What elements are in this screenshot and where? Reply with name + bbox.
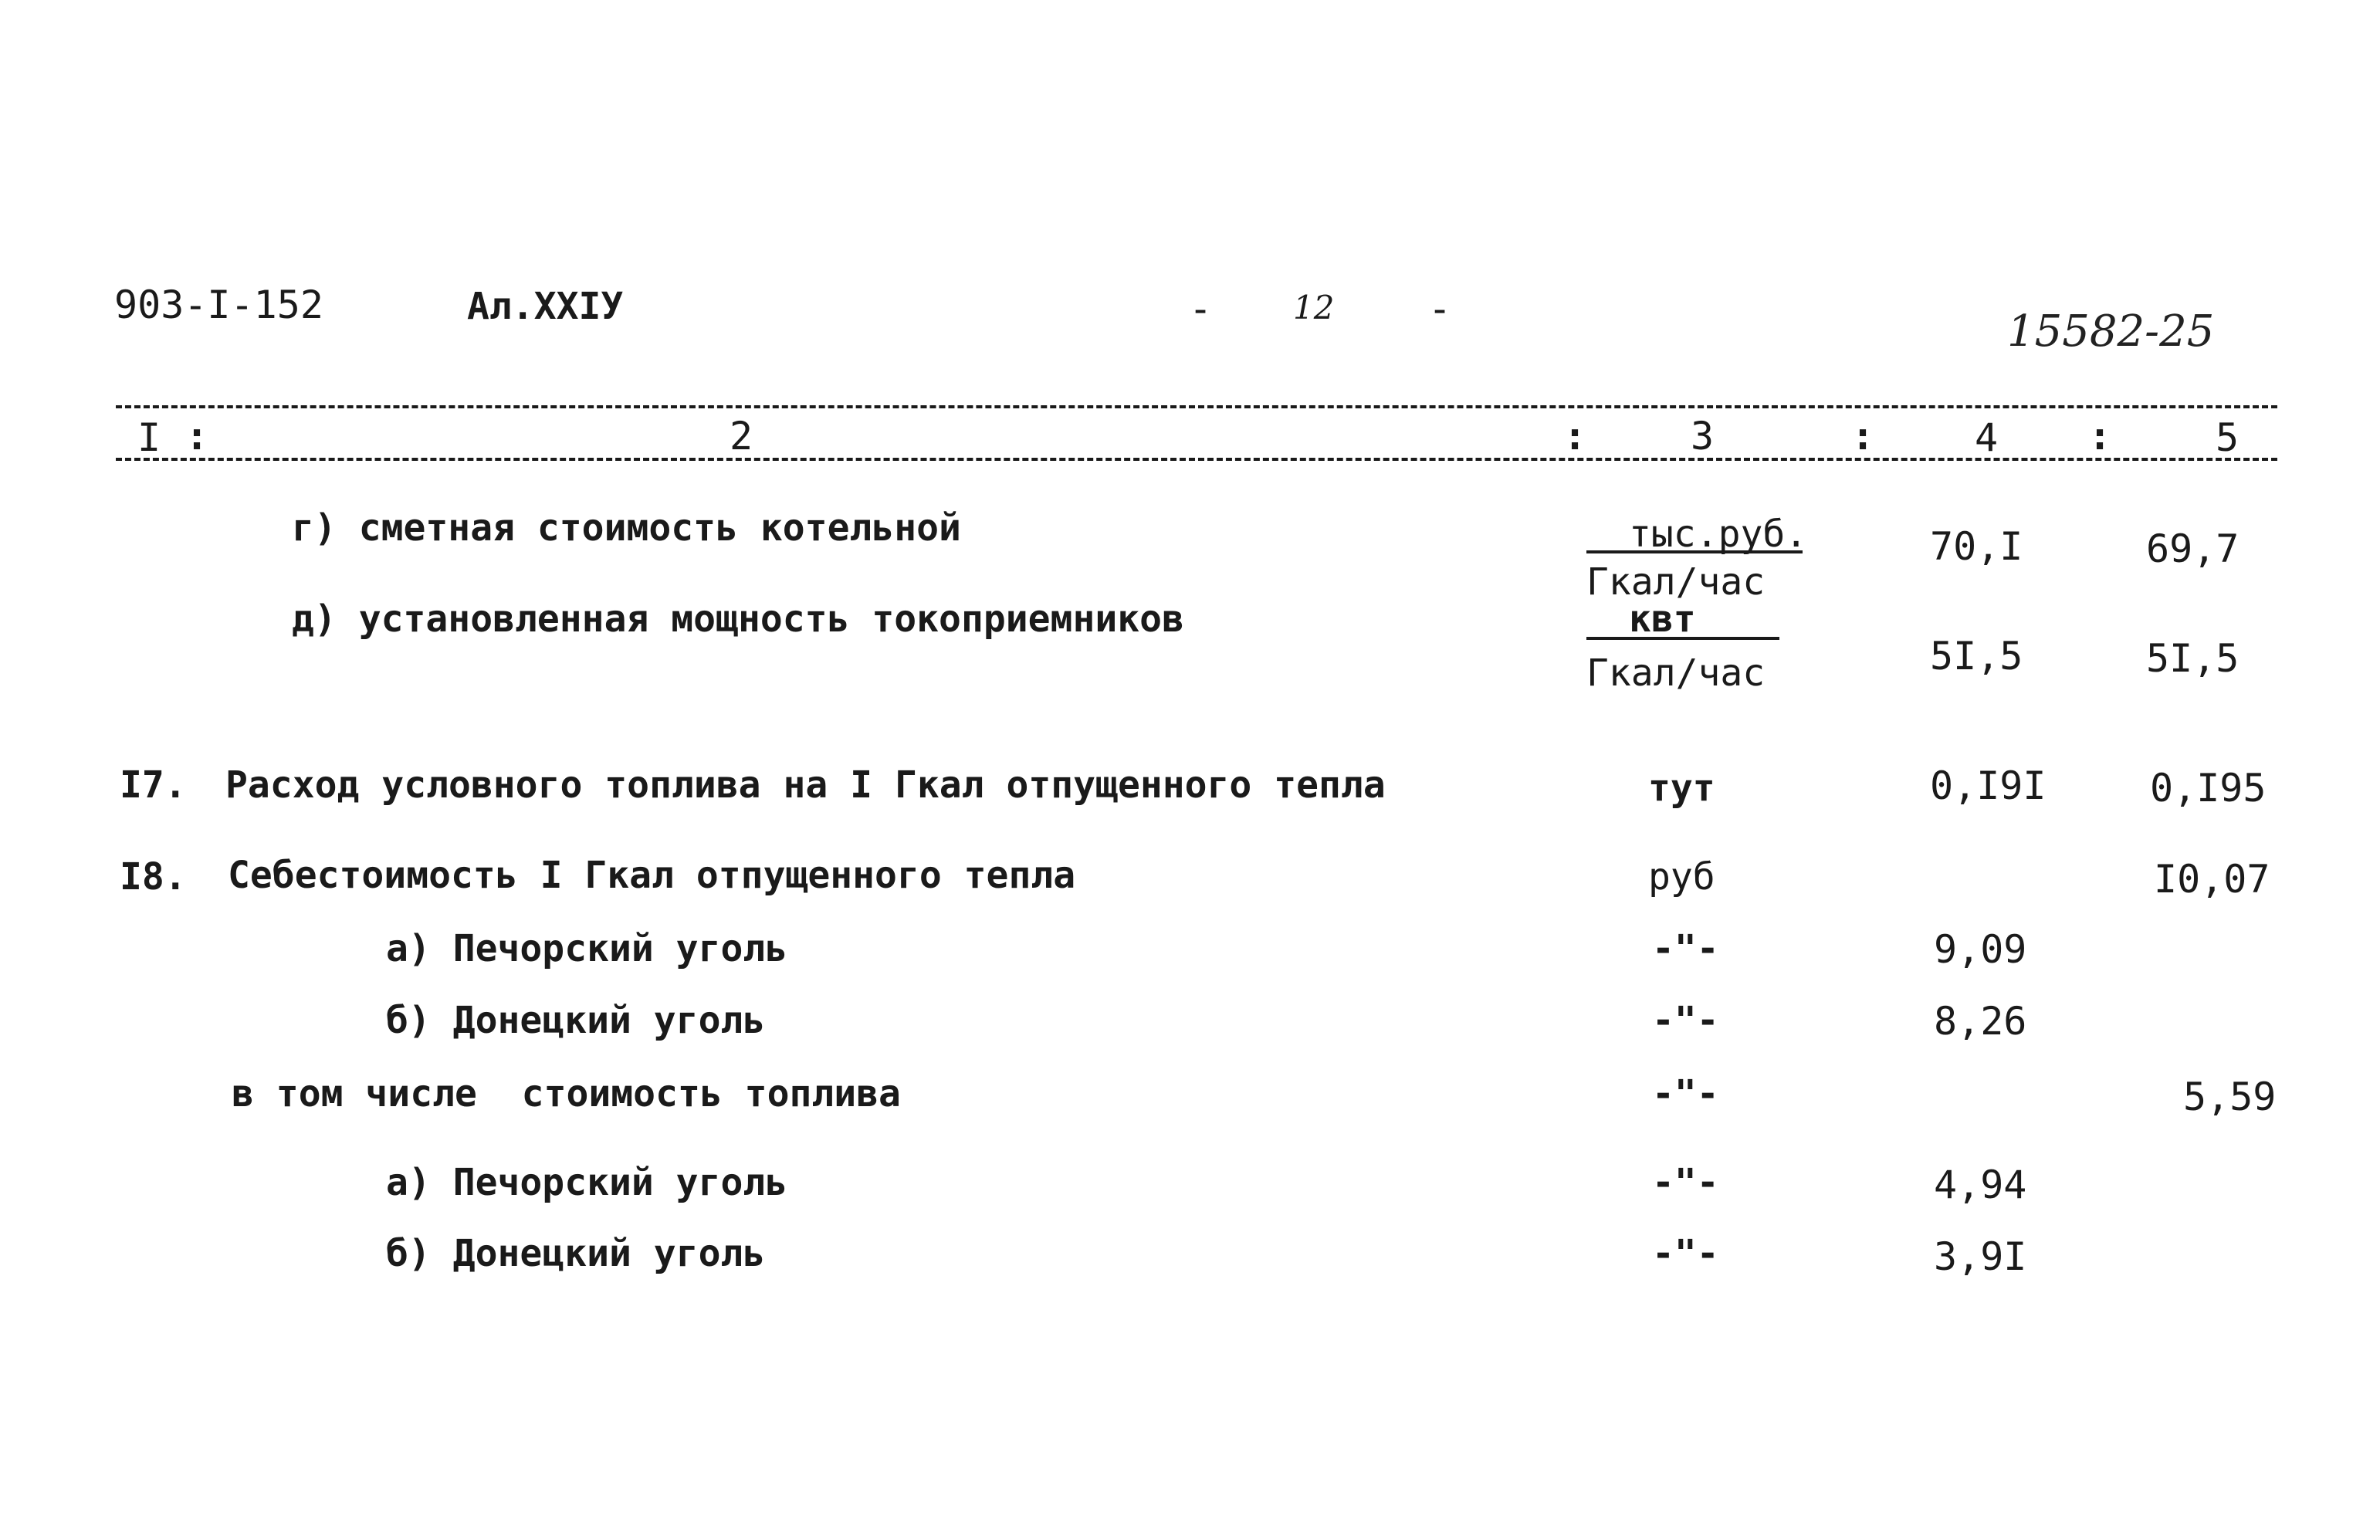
unit-numerator: квт bbox=[1629, 597, 1696, 641]
column-header-4: 4 bbox=[1975, 415, 1999, 460]
page-dash-right: - bbox=[1428, 286, 1452, 331]
row-item-text: в том числе стоимость топлива bbox=[232, 1072, 901, 1115]
document-code: 903-I-152 bbox=[114, 283, 323, 327]
page-number: 12 bbox=[1293, 289, 1335, 327]
unit-denominator: Гкал/час bbox=[1586, 652, 1766, 695]
row-number: I8. bbox=[120, 855, 187, 899]
handwritten-reference: 15582-25 bbox=[2007, 306, 2215, 357]
unit-label: руб bbox=[1648, 855, 1715, 899]
row-number: I7. bbox=[120, 763, 187, 807]
column-separator: : bbox=[2088, 414, 2112, 459]
column-header-2: 2 bbox=[730, 414, 753, 459]
row-item-text: а) Печорский уголь bbox=[386, 1161, 788, 1204]
unit-ditto: -"- bbox=[1652, 927, 1719, 970]
unit-fraction-line bbox=[1586, 637, 1779, 640]
row-item-text: б) Донецкий уголь bbox=[386, 999, 766, 1042]
row-item-text: Расход условного топлива на I Гкал отпущенного тепла bbox=[225, 763, 1386, 807]
column-separator: : bbox=[1563, 414, 1587, 459]
unit-ditto: -"- bbox=[1652, 1072, 1719, 1115]
value-col5: 0,I95 bbox=[2150, 766, 2267, 811]
value-col4: 3,9I bbox=[1934, 1234, 2027, 1279]
value-col4: 5I,5 bbox=[1930, 634, 2023, 679]
unit-label: тут bbox=[1648, 767, 1715, 810]
column-separator: : bbox=[1851, 414, 1875, 459]
column-header-3: 3 bbox=[1691, 414, 1715, 459]
value-col4: 0,I9I bbox=[1930, 763, 2047, 808]
value-col4: 70,I bbox=[1930, 524, 2023, 569]
page-dash-left: - bbox=[1189, 286, 1213, 331]
row-item-text: б) Донецкий уголь bbox=[386, 1232, 766, 1275]
column-header-1: I bbox=[137, 415, 161, 460]
unit-ditto: -"- bbox=[1652, 999, 1719, 1042]
unit-fraction-line bbox=[1586, 550, 1803, 553]
value-col5: I0,07 bbox=[2154, 857, 2270, 902]
value-col4: 8,26 bbox=[1934, 999, 2027, 1044]
album-label: Ал.XXIУ bbox=[467, 285, 624, 328]
unit-numerator: тыс.руб. bbox=[1629, 513, 1808, 556]
row-item-text: Себестоимость I Гкал отпущенного тепла bbox=[228, 854, 1076, 897]
value-col4: 4,94 bbox=[1934, 1163, 2027, 1207]
value-col5: 5,59 bbox=[2183, 1075, 2277, 1119]
column-header-5: 5 bbox=[2216, 415, 2240, 460]
table-header-dashed-rule bbox=[116, 458, 2277, 461]
column-separator: : bbox=[185, 414, 209, 459]
table-top-dashed-rule bbox=[116, 405, 2277, 408]
value-col5: 5I,5 bbox=[2146, 636, 2240, 681]
unit-ditto: -"- bbox=[1652, 1232, 1719, 1275]
row-item-text: а) Печорский уголь bbox=[386, 927, 788, 970]
value-col4: 9,09 bbox=[1934, 927, 2027, 972]
row-item-text: д) установленная мощность токоприемников bbox=[292, 597, 1184, 641]
unit-denominator: Гкал/час bbox=[1586, 560, 1766, 604]
row-item-text: г) сметная стоимость котельной bbox=[292, 506, 961, 550]
unit-ditto: -"- bbox=[1652, 1161, 1719, 1204]
value-col5: 69,7 bbox=[2146, 526, 2240, 571]
